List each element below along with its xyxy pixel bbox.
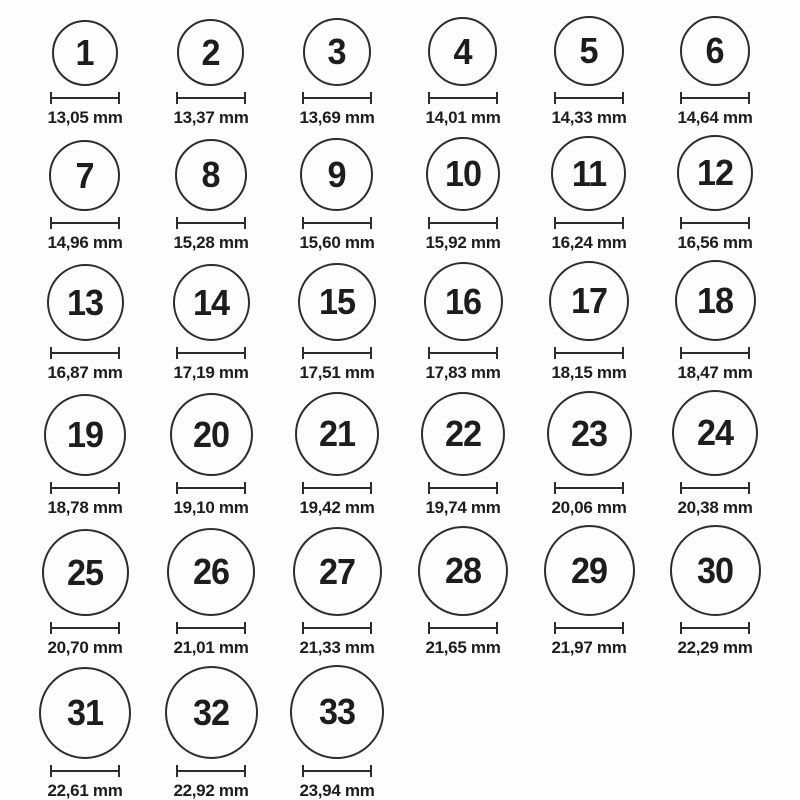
- diameter-label: 20,70 mm: [47, 638, 123, 657]
- ruler-line: [302, 487, 372, 489]
- ruler-right-tick: [118, 622, 120, 634]
- ruler-line: [302, 627, 372, 629]
- ruler-right-tick: [748, 482, 750, 494]
- diameter-ruler: [50, 622, 120, 634]
- ring-circle: [300, 138, 373, 211]
- ruler-right-tick: [748, 347, 750, 359]
- diameter-label: 20,38 mm: [677, 498, 753, 517]
- ring-circle: [52, 20, 118, 86]
- ring-circle: [675, 260, 756, 341]
- diameter-label: 18,15 mm: [551, 363, 627, 382]
- ring-size-number: 23: [570, 412, 608, 454]
- diameter-label: 22,92 mm: [173, 781, 249, 800]
- ruler-line: [680, 627, 750, 629]
- ring-circle: [290, 665, 384, 759]
- ring-size-number: 25: [66, 551, 104, 593]
- ruler-right-tick: [496, 347, 498, 359]
- ruler-line: [428, 352, 498, 354]
- ring-size-number: 22: [444, 413, 482, 454]
- ruler-line: [680, 97, 750, 99]
- diameter-ruler: [428, 92, 498, 104]
- ring-size-item: [295, 392, 379, 517]
- ring-size-item: [173, 139, 248, 252]
- ruler-line: [554, 487, 624, 489]
- ruler-right-tick: [118, 92, 120, 104]
- ruler-right-tick: [496, 217, 498, 229]
- ring-size-item: [670, 525, 761, 657]
- diameter-ruler: [428, 622, 498, 634]
- diameter-label: 21,01 mm: [173, 638, 249, 657]
- ring-circle: [303, 18, 371, 86]
- ring-circle: [175, 139, 247, 211]
- diameter-label: 21,97 mm: [551, 638, 627, 657]
- ring-size-number: 31: [66, 692, 104, 733]
- diameter-ruler: [302, 217, 372, 229]
- ring-size-item: [418, 526, 508, 657]
- diameter-ruler: [554, 347, 624, 359]
- ruler-line: [50, 487, 120, 489]
- diameter-ruler: [428, 482, 498, 494]
- ring-size-number: 32: [192, 691, 230, 733]
- diameter-ruler: [176, 622, 246, 634]
- diameter-label: 15,92 mm: [425, 233, 501, 252]
- ruler-right-tick: [496, 622, 498, 634]
- ring-size-item: [170, 393, 253, 517]
- ring-circle: [165, 666, 258, 759]
- ring-size-item: [47, 20, 122, 127]
- ring-size-number: 10: [444, 153, 482, 194]
- ruler-line: [680, 487, 750, 489]
- diameter-ruler: [176, 217, 246, 229]
- ring-circle: [672, 390, 758, 476]
- ruler-line: [50, 627, 120, 629]
- ring-circle: [42, 529, 129, 616]
- ruler-right-tick: [370, 217, 372, 229]
- ring-size-number: 6: [705, 30, 725, 71]
- ruler-line: [176, 352, 246, 354]
- ruler-line: [50, 97, 120, 99]
- diameter-label: 13,69 mm: [299, 108, 375, 127]
- ring-size-item: [173, 264, 250, 382]
- ring-size-number: 19: [66, 414, 104, 455]
- ring-size-item: [47, 264, 124, 382]
- ring-size-number: 21: [318, 413, 356, 454]
- ring-size-number: 9: [327, 153, 347, 195]
- ring-size-item: [47, 140, 122, 252]
- ring-circle: [554, 16, 624, 86]
- diameter-label: 19,74 mm: [425, 498, 501, 517]
- diameter-label: 16,87 mm: [47, 363, 123, 382]
- diameter-ruler: [302, 765, 372, 777]
- ruler-right-tick: [496, 92, 498, 104]
- ruler-right-tick: [370, 765, 372, 777]
- ring-circle: [544, 525, 635, 616]
- diameter-label: 17,19 mm: [173, 363, 249, 382]
- diameter-ruler: [50, 765, 120, 777]
- ruler-line: [554, 222, 624, 224]
- diameter-label: 14,33 mm: [551, 108, 627, 127]
- ruler-line: [302, 770, 372, 772]
- ring-circle: [39, 667, 131, 759]
- ring-size-item: [672, 390, 758, 517]
- ring-circle: [293, 527, 382, 616]
- ring-size-item: [173, 19, 248, 127]
- ruler-right-tick: [244, 92, 246, 104]
- ring-size-item: [551, 136, 626, 252]
- ring-size-item: [544, 525, 635, 657]
- ring-size-number: 17: [570, 280, 608, 321]
- diameter-label: 16,24 mm: [551, 233, 627, 252]
- ruler-right-tick: [118, 217, 120, 229]
- diameter-ruler: [554, 622, 624, 634]
- ruler-right-tick: [244, 765, 246, 777]
- diameter-ruler: [50, 92, 120, 104]
- ruler-line: [50, 770, 120, 772]
- ring-circle: [44, 394, 126, 476]
- ring-size-item: [44, 394, 126, 517]
- ring-size-item: [167, 528, 255, 657]
- ruler-line: [50, 222, 120, 224]
- diameter-label: 23,94 mm: [299, 781, 375, 800]
- diameter-label: 19,42 mm: [299, 498, 375, 517]
- diameter-label: 22,29 mm: [677, 638, 753, 657]
- diameter-label: 19,10 mm: [173, 498, 249, 517]
- ruler-right-tick: [370, 347, 372, 359]
- ruler-line: [680, 222, 750, 224]
- ruler-right-tick: [244, 622, 246, 634]
- ruler-line: [428, 222, 498, 224]
- ruler-right-tick: [118, 482, 120, 494]
- diameter-label: 17,51 mm: [299, 363, 375, 382]
- ruler-right-tick: [370, 92, 372, 104]
- diameter-label: 13,05 mm: [47, 108, 123, 127]
- ring-size-number: 15: [318, 281, 356, 322]
- ring-size-item: [425, 137, 500, 252]
- diameter-ruler: [50, 217, 120, 229]
- ring-circle: [677, 135, 753, 211]
- diameter-ruler: [50, 347, 120, 359]
- ruler-right-tick: [118, 765, 120, 777]
- diameter-ruler: [680, 347, 750, 359]
- diameter-ruler: [428, 347, 498, 359]
- ring-size-number: 28: [444, 550, 482, 591]
- ruler-line: [554, 97, 624, 99]
- diameter-label: 16,56 mm: [677, 233, 753, 252]
- ring-circle: [298, 263, 376, 341]
- diameter-label: 20,06 mm: [551, 498, 627, 517]
- ring-circle: [421, 392, 505, 476]
- ring-size-number: 26: [192, 551, 230, 592]
- diameter-ruler: [176, 765, 246, 777]
- ruler-line: [50, 352, 120, 354]
- ruler-line: [428, 627, 498, 629]
- ring-size-number: 11: [571, 152, 607, 194]
- ruler-line: [302, 352, 372, 354]
- ring-size-number: 7: [75, 154, 95, 196]
- ruler-line: [176, 487, 246, 489]
- ring-circle: [170, 393, 253, 476]
- ring-size-number: 4: [453, 30, 473, 72]
- diameter-label: 14,64 mm: [677, 108, 753, 127]
- ruler-right-tick: [370, 622, 372, 634]
- ring-size-number: 30: [696, 549, 734, 591]
- ring-size-number: 2: [201, 31, 221, 73]
- ruler-right-tick: [244, 347, 246, 359]
- ruler-right-tick: [622, 482, 624, 494]
- ruler-line: [176, 97, 246, 99]
- ring-circle: [295, 392, 379, 476]
- diameter-ruler: [428, 217, 498, 229]
- ring-size-item: [42, 529, 129, 657]
- diameter-ruler: [302, 92, 372, 104]
- ruler-right-tick: [748, 217, 750, 229]
- ring-size-item: [677, 16, 752, 127]
- diameter-label: 17,83 mm: [425, 363, 501, 382]
- ring-size-number: 16: [444, 280, 482, 322]
- ruler-right-tick: [244, 217, 246, 229]
- ring-size-number: 14: [192, 281, 230, 323]
- ring-size-item: [549, 261, 629, 382]
- ring-size-number: 33: [318, 691, 356, 732]
- ring-circle: [173, 264, 250, 341]
- ruler-right-tick: [118, 347, 120, 359]
- diameter-ruler: [680, 482, 750, 494]
- diameter-label: 14,96 mm: [47, 233, 123, 252]
- diameter-label: 18,47 mm: [677, 363, 753, 382]
- ring-size-item: [290, 665, 384, 800]
- ring-size-number: 27: [318, 550, 356, 592]
- ruler-right-tick: [496, 482, 498, 494]
- ring-size-number: 5: [579, 30, 599, 71]
- ring-size-number: 29: [570, 549, 608, 591]
- ruler-right-tick: [748, 622, 750, 634]
- ring-size-number: 12: [696, 152, 734, 193]
- ring-circle: [418, 526, 508, 616]
- ruler-line: [428, 487, 498, 489]
- ring-size-number: 1: [75, 32, 95, 73]
- ring-size-number: 18: [696, 279, 734, 321]
- ring-size-item: [39, 667, 131, 800]
- ring-size-item: [424, 262, 503, 382]
- ring-size-item: [298, 263, 376, 382]
- diameter-ruler: [680, 217, 750, 229]
- ring-size-number: 8: [201, 154, 221, 195]
- ruler-right-tick: [370, 482, 372, 494]
- ring-size-item: [421, 392, 505, 517]
- diameter-label: 15,60 mm: [299, 233, 375, 252]
- diameter-ruler: [680, 92, 750, 104]
- diameter-label: 22,61 mm: [47, 781, 123, 800]
- ring-size-item: [425, 17, 500, 127]
- ring-circle: [549, 261, 629, 341]
- diameter-ruler: [176, 482, 246, 494]
- ring-size-item: [299, 138, 374, 252]
- ruler-right-tick: [622, 92, 624, 104]
- ring-circle: [167, 528, 255, 616]
- diameter-ruler: [50, 482, 120, 494]
- ring-circle: [551, 136, 626, 211]
- ruler-right-tick: [748, 92, 750, 104]
- ring-size-item: [551, 16, 626, 127]
- diameter-ruler: [176, 347, 246, 359]
- ruler-right-tick: [244, 482, 246, 494]
- diameter-label: 13,37 mm: [173, 108, 249, 127]
- ring-size-item: [165, 666, 258, 800]
- ring-circle: [547, 391, 632, 476]
- ring-circle: [428, 17, 497, 86]
- diameter-ruler: [680, 622, 750, 634]
- diameter-ruler: [554, 92, 624, 104]
- ring-size-item: [675, 260, 756, 382]
- diameter-ruler: [554, 482, 624, 494]
- ring-size-item: [293, 527, 382, 657]
- ring-circle: [670, 525, 761, 616]
- ruler-line: [554, 627, 624, 629]
- ring-size-number: 3: [327, 31, 347, 72]
- ring-circle: [424, 262, 503, 341]
- diameter-ruler: [302, 622, 372, 634]
- ring-circle: [49, 140, 120, 211]
- ring-circle: [177, 19, 244, 86]
- ring-size-number: 13: [66, 281, 104, 323]
- ruler-line: [176, 627, 246, 629]
- ruler-line: [680, 352, 750, 354]
- ring-size-item: [677, 135, 753, 252]
- diameter-label: 18,78 mm: [47, 498, 123, 517]
- ruler-line: [428, 97, 498, 99]
- diameter-label: 21,33 mm: [299, 638, 375, 657]
- ruler-line: [176, 222, 246, 224]
- ring-size-item: [547, 391, 632, 517]
- ring-size-number: 20: [192, 413, 230, 455]
- diameter-ruler: [176, 92, 246, 104]
- ring-size-item: [299, 18, 374, 127]
- diameter-label: 14,01 mm: [425, 108, 501, 127]
- diameter-ruler: [302, 347, 372, 359]
- diameter-label: 15,28 mm: [173, 233, 249, 252]
- diameter-label: 21,65 mm: [425, 638, 501, 657]
- ruler-line: [176, 770, 246, 772]
- diameter-ruler: [302, 482, 372, 494]
- ring-circle: [680, 16, 750, 86]
- ring-circle: [426, 137, 500, 211]
- ruler-line: [554, 352, 624, 354]
- ruler-right-tick: [622, 347, 624, 359]
- diameter-ruler: [554, 217, 624, 229]
- ruler-right-tick: [622, 622, 624, 634]
- ruler-line: [302, 222, 372, 224]
- ruler-right-tick: [622, 217, 624, 229]
- ring-circle: [47, 264, 124, 341]
- ruler-line: [302, 97, 372, 99]
- ring-size-number: 24: [696, 412, 734, 453]
